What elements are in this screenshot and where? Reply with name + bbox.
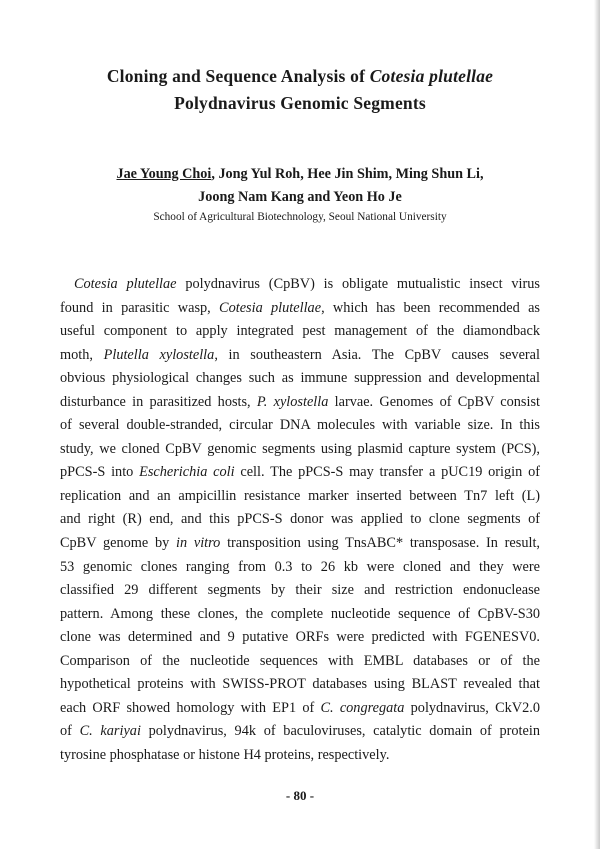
abstract-line <box>60 273 540 297</box>
abstract-line <box>60 603 540 627</box>
abstract-line <box>60 485 540 509</box>
abstract-text: polydnavirus (CpBV) is obligate mutualistic insect virus <box>176 276 540 292</box>
abstract-text: clone was determined and 9 putative ORFs were predicted with FGENESV0. <box>60 629 540 646</box>
abstract-text: of several double-stranded, circular DNA molecules with variable size. In this <box>60 417 540 434</box>
abstract-body <box>60 273 540 767</box>
paper-title <box>40 63 560 117</box>
abstract-text: , in southeastern Asia. The CpBV causes several <box>214 346 540 363</box>
abstract-line <box>60 461 540 485</box>
abstract-text: useful component to apply integrated pest management of the diamondback <box>60 323 540 340</box>
title-line-1 <box>40 63 560 90</box>
presenting-author: Jae Young Choi <box>116 166 212 182</box>
abstract-line <box>60 556 540 580</box>
abstract-text: CpBV genome by <box>60 535 177 552</box>
authors-line-2: Joong Nam Kang and Yeon Ho Je <box>198 189 402 205</box>
abstract-text: found in parasitic wasp, <box>60 299 220 316</box>
abstract-text: Comparison of the nucleotide sequences with EMBL databases or of the <box>60 652 540 669</box>
abstract-text: cell. The pPCS-S may transfer a pUC19 origin of <box>234 464 540 481</box>
abstract-text: replication and an ampicillin resistance marker inserted between Tn7 left (L) <box>60 487 540 504</box>
abstract-line <box>60 744 540 768</box>
abstract-text: obvious physiological changes such as immune suppression and developmental <box>60 370 540 387</box>
scan-edge-shadow <box>594 0 600 849</box>
abstract-text: tyrosine phosphatase or histone H4 proteins, respectively. <box>60 746 390 763</box>
abstract-line <box>60 297 540 321</box>
abstract-text: classified 29 different segments by their size and restriction endonuclease <box>60 582 540 599</box>
abstract-line <box>60 673 540 697</box>
authors-line-1-rest: , Jong Yul Roh, Hee Jin Shim, Ming Shun Li, <box>211 166 484 182</box>
abstract-line <box>60 650 540 674</box>
abstract-text: each ORF showed homology with EP1 of <box>60 699 321 716</box>
abstract-text: 53 genomic clones ranging from 0.3 to 26 kb were cloned and they were <box>60 558 540 575</box>
abstract-text: pattern. Among these clones, the complete nucleotide sequence of CpBV-S30 <box>60 605 540 622</box>
affiliation: School of Agricultural Biotechnology, Seoul National University <box>153 211 447 223</box>
italic-term: C. congregata <box>320 699 405 716</box>
abstract-text: disturbance in parasitized hosts, <box>60 393 257 410</box>
abstract-line <box>60 532 540 556</box>
abstract-text: larvae. Genomes of CpBV consist <box>328 393 540 410</box>
abstract-text: , which has been recommended as <box>321 299 540 316</box>
italic-term: Cotesia plutellae <box>74 276 177 292</box>
abstract-text: polydnavirus, CkV2.0 <box>404 699 540 716</box>
italic-term: Escherichia coli <box>139 464 235 481</box>
abstract-line <box>60 720 540 744</box>
title-species-name: Cotesia plutellae <box>369 66 494 86</box>
abstract-line <box>60 697 540 721</box>
abstract-text: pPCS-S into <box>60 464 140 481</box>
abstract-text: and right (R) end, and this pPCS-S donor was applied to clone segments of <box>60 511 540 528</box>
abstract-text: polydnavirus, 94k of baculoviruses, catalytic domain of protein <box>140 723 540 740</box>
abstract-line <box>60 626 540 650</box>
authors-line-1 <box>40 163 560 186</box>
italic-term: Plutella xylostella <box>103 346 215 363</box>
abstract-line <box>60 391 540 415</box>
abstract-text: study, we cloned CpBV genomic segments using plasmid capture system (PCS), <box>60 440 540 457</box>
italic-term: C. kariyai <box>79 723 141 740</box>
abstract-line <box>60 438 540 462</box>
abstract-line <box>60 579 540 603</box>
page-number: - 80 - <box>285 788 315 803</box>
title-line-1-text: Cloning and Sequence Analysis of <box>106 66 370 86</box>
abstract-line <box>60 414 540 438</box>
abstract-line <box>60 367 540 391</box>
abstract-text: of <box>60 723 80 740</box>
italic-term: in vitro <box>176 535 221 552</box>
abstract-text: moth, <box>60 346 104 363</box>
abstract-line <box>60 508 540 532</box>
italic-term: Cotesia plutellae <box>219 299 322 316</box>
abstract-text: transposition using TnsABC* transposase. In result, <box>220 535 540 552</box>
abstract-line <box>60 320 540 344</box>
abstract-text: hypothetical proteins with SWISS-PROT databases using BLAST revealed that <box>60 676 540 693</box>
title-line-2: Polydnavirus Genomic Segments <box>174 93 426 113</box>
italic-term: P. xylostella <box>256 393 329 410</box>
abstract-line <box>60 344 540 368</box>
author-list <box>40 163 560 209</box>
